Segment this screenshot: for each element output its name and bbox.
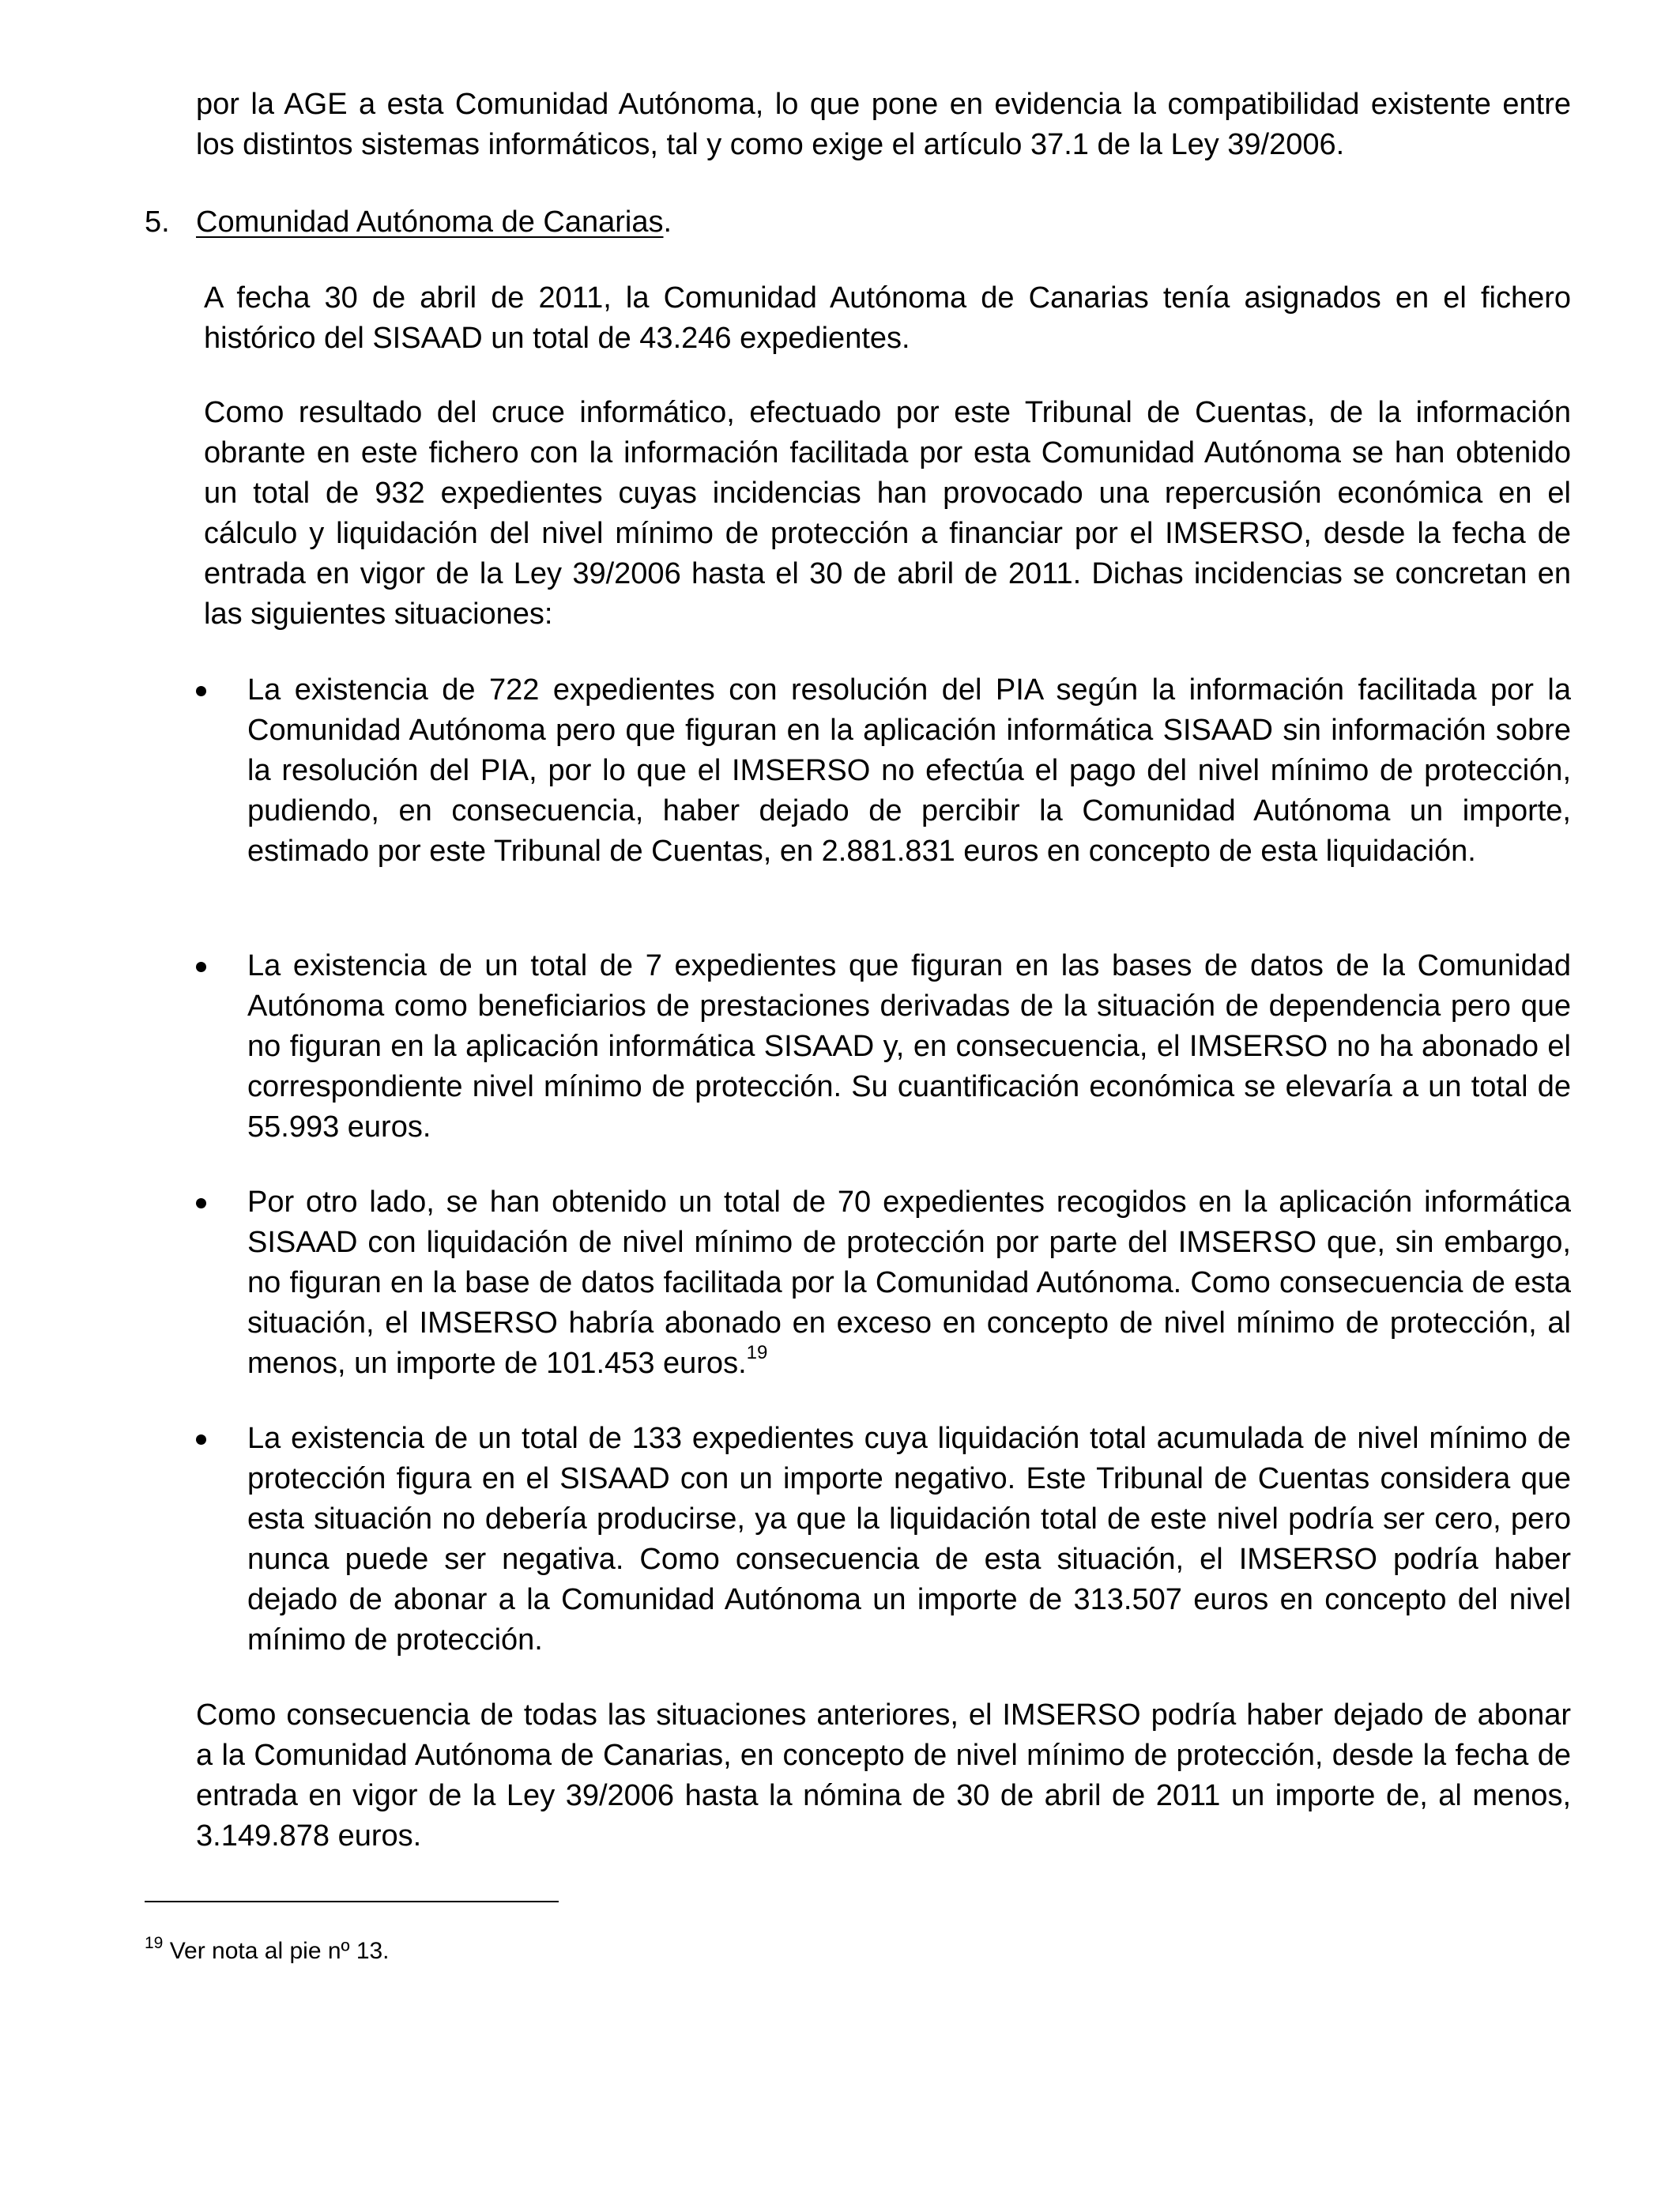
- section-heading: [145, 202, 1571, 243]
- bullet-text: La existencia de un total de 133 expedientes cuya liquidación total acumulada de nivel mínimo de protección figura en el SISAAD con un importe negativo. Este Tribunal de Cuentas considera que esta situación no debería producirse, ya que la liquidación total de este nivel podría ser cero, pero nunca puede ser negativa. Como consecuencia de esta situación, el IMSERSO podría haber dejado de abonar a la Comunidad Autónoma un importe de 313.507 euros en concepto del nivel mínimo de protección.: [247, 1422, 1571, 1657]
- bullet-icon: [196, 1434, 206, 1445]
- bullet-icon: [196, 686, 206, 696]
- paragraph-2: Como resultado del cruce informático, efectuado por este Tribunal de Cuentas, de la información obrante en este fichero con la información facilitada por esta Comunidad Autónoma se han obtenido un total de 932 expedientes cuyas incidencias han provocado una repercusión económica en el cálculo y liquidación del nivel mínimo de protección a financiar por el IMSERSO, desde la fecha de entrada en vigor de la Ley 39/2006 hasta el 30 de abril de 2011. Dichas incidencias se concretan en las siguientes situaciones:: [204, 396, 1571, 631]
- bullet-text: La existencia de un total de 7 expedientes que figuran en las bases de datos de la Comunidad Autónoma como beneficiarios de prestaciones derivadas de la situación de dependencia pero que no figuran en la aplicación informática SISAAD y, en consecuencia, el IMSERSO no ha abonado el correspondiente nivel mínimo de protección. Su cuantificación económica se elevaría a un total de 55.993 euros.: [247, 949, 1571, 1144]
- footnote-separator: [145, 1901, 559, 1902]
- bullet-text: [247, 1182, 1571, 1384]
- section-title-text: Comunidad Autónoma de Canarias: [196, 205, 664, 239]
- section-number: 5.: [145, 205, 170, 239]
- intro-paragraph: por la AGE a esta Comunidad Autónoma, lo que pone en evidencia la compatibilidad existente entre los distintos sistemas informáticos, tal y como exige el artículo 37.1 de la Ley 39/2006.: [196, 88, 1571, 161]
- footnote: [145, 1936, 390, 1967]
- section-title-suffix: .: [663, 205, 672, 239]
- bullet-icon: [196, 1198, 206, 1208]
- bullet-icon: [196, 962, 206, 972]
- footnote-text: Ver nota al pie nº 13.: [163, 1938, 390, 1964]
- footnote-number: 19: [145, 1934, 164, 1952]
- closing-paragraph: Como consecuencia de todas las situaciones anteriores, el IMSERSO podría haber dejado de abonar a la Comunidad Autónoma de Canarias, en concepto de nivel mínimo de protección, desde la fecha de entrada en vigor de la Ley 39/2006 hasta la nómina de 30 de abril de 2011 un importe de, al menos, 3.149.878 euros.: [196, 1698, 1571, 1853]
- footnote-reference[interactable]: 19: [746, 1342, 768, 1364]
- bullet-text: La existencia de 722 expedientes con resolución del PIA según la información facilitada por la Comunidad Autónoma pero que figuran en la aplicación informática SISAAD sin información sobre la resolución del PIA, por lo que el IMSERSO no efectúa el pago del nivel mínimo de protección, pudiendo, en consecuencia, haber dejado de percibir la Comunidad Autónoma un importe, estimado por este Tribunal de Cuentas, en 2.881.831 euros en concepto de esta liquidación.: [247, 673, 1571, 868]
- paragraph-1: A fecha 30 de abril de 2011, la Comunidad Autónoma de Canarias tenía asignados en el fichero histórico del SISAAD un total de 43.246 expedientes.: [204, 281, 1571, 355]
- bullet-text-body: Por otro lado, se han obtenido un total de 70 expedientes recogidos en la aplicación informática SISAAD con liquidación de nivel mínimo de protección por parte del IMSERSO que, sin embargo, no figuran en la base de datos facilitada por la Comunidad Autónoma. Como consecuencia de esta situación, el IMSERSO habría abonado en exceso en concepto de nivel mínimo de protección, al menos, un importe de 101.453 euros.: [247, 1186, 1571, 1380]
- section-title: [196, 202, 672, 243]
